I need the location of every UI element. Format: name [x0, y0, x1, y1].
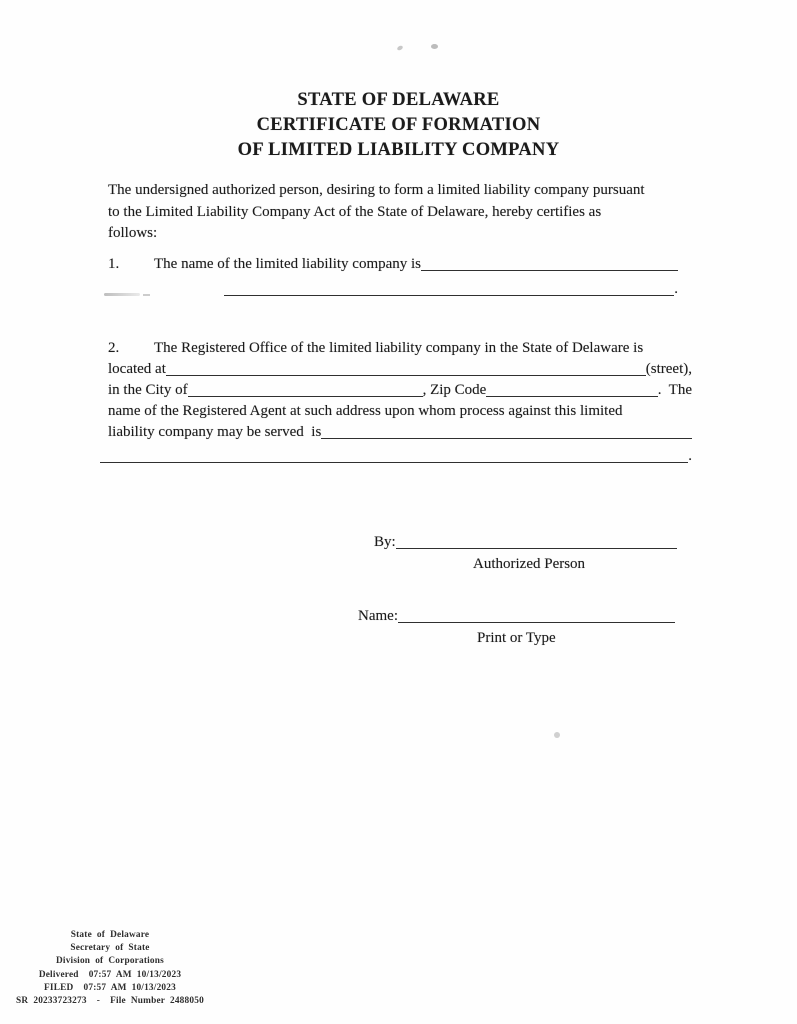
registered-agent-blank-line-2: [100, 448, 688, 463]
stamp-line-filed: FILED 07:57 AM 10/13/2023: [44, 982, 176, 993]
stamp-line-division: Division of Corporations: [56, 956, 164, 967]
title-line-1: STATE OF DELAWARE: [297, 90, 500, 110]
item-1-label: The name of the limited liability company is: [154, 256, 422, 272]
intro-line: follows:: [108, 225, 158, 241]
name-blank-line: [398, 608, 675, 623]
item-2-line-5: liability company may be served is: [108, 424, 322, 440]
scan-artifact: [396, 45, 403, 51]
signature-by-block: [374, 531, 677, 574]
intro-line: The undersigned authorized person, desiring to form a limited liability company pursuant: [108, 182, 645, 198]
print-or-type-caption: Print or Type: [477, 630, 556, 646]
street-address-blank-line: [166, 361, 646, 376]
signature-name-block: [358, 605, 675, 648]
item-2-line-1: The Registered Office of the limited liability company in the State of Delaware is: [154, 340, 644, 356]
street-suffix: (street),: [645, 361, 692, 377]
company-name-blank-line-1: [421, 256, 678, 271]
item-2-period: .: [688, 448, 692, 464]
stamp-line-delivered: Delivered 07:57 AM 10/13/2023: [38, 969, 182, 980]
item-1-number: 1.: [108, 256, 120, 272]
authorized-person-caption: Authorized Person: [473, 556, 586, 572]
stamp-line-state: State of Delaware: [70, 930, 150, 940]
document-title: [0, 88, 797, 163]
intro-line: to the Limited Liability Company Act of the State of Delaware, hereby certifies as: [108, 203, 602, 220]
zip-code-label: , Zip Code: [422, 382, 487, 398]
by-label: By:: [374, 534, 396, 550]
city-label: in the City of: [108, 382, 188, 398]
company-name-blank-line-2: [224, 281, 674, 296]
article-1-company-name: [108, 254, 678, 300]
scan-artifact: [431, 44, 438, 49]
registered-agent-blank-line-1: [321, 424, 692, 439]
intro-paragraph: [108, 180, 698, 245]
city-blank-line: [188, 382, 423, 397]
zip-code-blank-line: [486, 382, 657, 397]
article-2-registered-office: [108, 338, 692, 467]
item-1-period: .: [674, 281, 678, 297]
title-line-3: OF LIMITED LIABILITY COMPANY: [237, 140, 560, 160]
after-zip-text: . The: [657, 382, 692, 398]
title-line-2: CERTIFICATE OF FORMATION: [256, 115, 541, 135]
stamp-line-secretary: Secretary of State: [70, 943, 150, 954]
name-label: Name:: [358, 608, 398, 624]
stamp-line-sr-file-number: SR 20233723273 - File Number 2488050: [16, 996, 204, 1007]
item-2-number: 2.: [108, 340, 120, 356]
located-at-label: located at: [108, 361, 166, 377]
item-2-line-4: name of the Registered Agent at such address upon whom process against this limited: [108, 403, 623, 419]
by-signature-blank-line: [396, 534, 677, 549]
filing-stamp: [10, 929, 210, 1008]
scan-artifact: [554, 732, 560, 738]
